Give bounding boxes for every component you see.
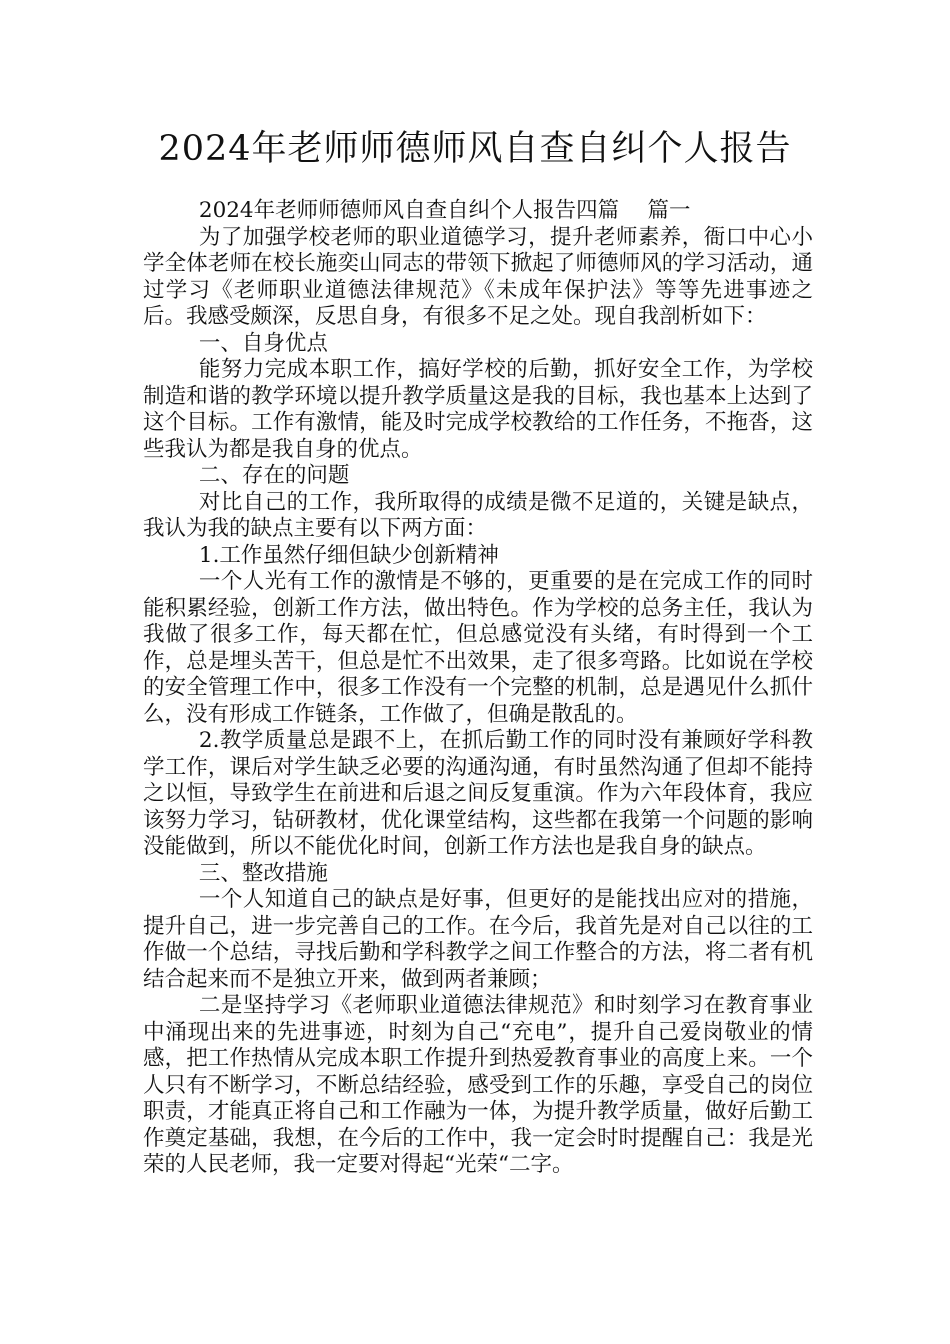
problem-1-heading: 1.工作虽然仔细但缺少创新精神: [198, 542, 499, 568]
subtitle-paragraph: 2024年老师师德师风自查自纠个人报告四篇 篇一: [198, 198, 691, 223]
problem-2-paragraph: 2.教学质量总是跟不上，在抓后勤工作的同时没有兼顾好学科教学工作，课后对学生缺乏必要的沟通沟通，有时虽然沟通了但却不能持之以恒，导致学生在前进和后退之间反复重演。作为六年段体育，我应该努力学习，钻研教材，优化课堂结构，这些都在我第一个问题的影响没能做到，所以不能优化时间，创新工作方法也是我自身的缺点。: [143, 728, 813, 859]
document-title: 2024年老师师德师风自查自纠个人报告: [158, 129, 792, 169]
problems-intro-paragraph: 对比自己的工作，我所取得的成绩是微不足道的，关键是缺点，我认为我的缺点主要有以下两方面：: [143, 489, 813, 541]
strengths-paragraph: 能努力完成本职工作，搞好学校的后勤，抓好安全工作，为学校制造和谐的教学环境以提升教学质量这是我的目标，我也基本上达到了这个目标。工作有激情，能及时完成学校教给的工作任务，不拖沓，这些我认为都是我自身的优点。: [143, 357, 813, 462]
problem-1-paragraph: 一个人光有工作的激情是不够的，更重要的是在完成工作的同时能积累经验，创新工作方法，做出特色。作为学校的总务主任，我认为我做了很多工作，每天都在忙，但总感觉没有头绪，有时得到一个工作，总是埋头苦干，但总是忙不出效果，走了很多弯路。比如说在学校的安全管理工作中，很多工作没有一个完整的机制，总是遇见什么抓什么，没有形成工作链条，工作做了，但确是散乱的。: [143, 569, 813, 727]
section-heading-strengths: 一、自身优点: [198, 330, 328, 356]
document-body: [143, 198, 813, 1179]
section-heading-measures: 三、整改措施: [198, 860, 328, 886]
measures-paragraph-2: 二是坚持学习《老师职业道德法律规范》和时刻学习在教育事业中涌现出来的先进事迹，时刻为自己“充电”，提升自己爱岗敬业的情感，把工作热情从完成本职工作提升到热爱教育事业的高度上来。一个人只有不断学习，不断总结经验，感受到工作的乐趣，享受自己的岗位职责，才能真正将自己和工作融为一体，为提升教学质量，做好后勤工作奠定基础，我想，在今后的工作中，我一定会时时提醒自己：我是光荣的人民老师，我一定要对得起“光荣“二字。: [143, 993, 813, 1177]
section-heading-problems: 二、存在的问题: [198, 463, 350, 488]
intro-paragraph: 为了加强学校老师的职业道德学习，提升老师素养，衙口中心小学全体老师在校长施奕山同志的带领下掀起了师德师风的学习活动，通过学习《老师职业道德法律规范》《未成年保护法》等等先进事迹之后。我感受颇深，反思自身，有很多不足之处。现自我剖析如下：: [143, 224, 813, 329]
measures-paragraph-1: 一个人知道自己的缺点是好事，但更好的是能找出应对的措施，提升自己，进一步完善自己的工作。在今后，我首先是对自己以往的工作做一个总结，寻找后勤和学科教学之间工作整合的方法，将二者有机结合起来而不是独立开来，做到两者兼顾；: [143, 887, 813, 992]
